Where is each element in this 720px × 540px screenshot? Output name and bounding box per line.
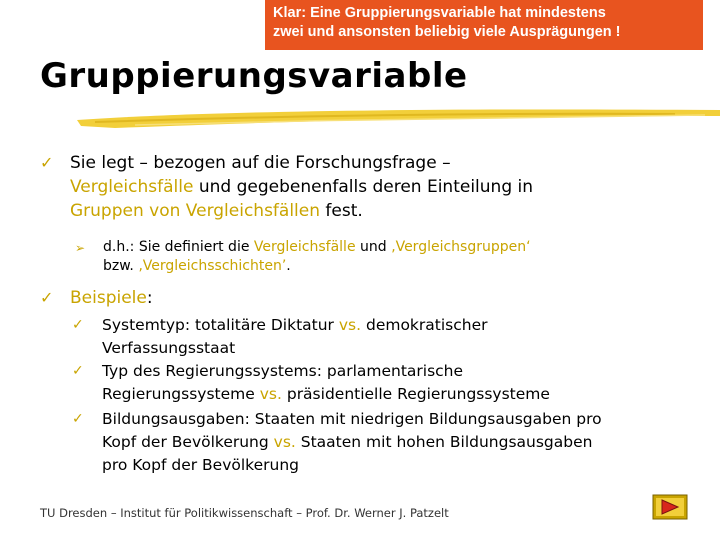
example-2-text xyxy=(102,360,550,406)
sub-bullet-1-line-2 xyxy=(103,257,531,276)
bullet-2-accent: Beispiele xyxy=(70,288,147,308)
bullet-1-line-3 xyxy=(70,199,533,223)
example-3-line-2 xyxy=(102,431,602,454)
sub-bullet-1-pre: d.h.: Sie definiert die xyxy=(103,239,254,255)
sub-bullet-1-accent-1: Vergleichsfälle xyxy=(253,239,356,255)
title-brush-stroke xyxy=(75,104,720,130)
arrowhead-icon: ➢ xyxy=(75,241,86,255)
sub-bullet-1 xyxy=(75,238,531,276)
example-3-text xyxy=(102,408,602,477)
checkmark-icon: ✓ xyxy=(72,363,84,379)
example-2 xyxy=(72,360,550,406)
callout-box xyxy=(265,0,703,50)
bullet-1-rest-1: und gegebenenfalls deren Einteilung in xyxy=(193,177,534,197)
example-3-post: Staaten mit hohen Bildungsausgaben xyxy=(295,433,593,451)
example-2-vs: vs. xyxy=(259,385,282,403)
bullet-1-rest-2: fest. xyxy=(320,201,363,221)
example-2-line-2 xyxy=(102,383,550,406)
example-3-line-1: Bildungsausgaben: Staaten mit niedrigen Bildungsausgaben pro xyxy=(102,410,602,428)
sub-bullet-1-accent-2: ‚Vergleichsgruppen‘ xyxy=(391,239,531,255)
example-3-pre: Kopf der Bevölkerung xyxy=(102,433,274,451)
bullet-1-accent-2: Gruppen von Vergleichsfällen xyxy=(70,201,321,221)
slide-title: Gruppierungsvariable xyxy=(40,56,468,96)
sub-bullet-1-line-1 xyxy=(103,238,531,257)
checkmark-icon: ✓ xyxy=(72,411,84,427)
example-1-line-1 xyxy=(102,314,488,337)
bullet-2 xyxy=(40,286,153,310)
checkmark-icon: ✓ xyxy=(72,317,84,333)
bullet-1-line-1: Sie legt – bezogen auf die Forschungsfrage – xyxy=(70,153,451,173)
example-1-post: demokratischer xyxy=(361,316,488,334)
example-1-pre: Systemtyp: totalitäre Diktatur xyxy=(102,316,339,334)
sub-bullet-1-text xyxy=(103,238,531,276)
example-1-vs: vs. xyxy=(338,316,362,334)
example-2-post: präsidentielle Regierungssysteme xyxy=(281,385,550,403)
callout-line-2: zwei und ansonsten beliebig viele Ausprägungen ! xyxy=(273,24,621,40)
checkmark-icon: ✓ xyxy=(40,288,54,307)
sub-bullet-1-line2-post: . xyxy=(286,258,291,274)
example-1-text xyxy=(102,314,488,360)
bullet-1 xyxy=(40,151,533,223)
bullet-2-rest: : xyxy=(146,288,153,308)
bullet-1-line-2 xyxy=(70,175,533,199)
example-3-line-3: pro Kopf der Bevölkerung xyxy=(102,456,300,474)
example-3 xyxy=(72,408,602,477)
bullet-1-accent-1: Vergleichsfälle xyxy=(70,177,194,197)
example-2-line-1: Typ des Regierungssystems: parlamentarische xyxy=(102,362,464,380)
example-2-pre: Regierungssysteme xyxy=(102,385,260,403)
sub-bullet-1-accent-3: ‚Vergleichsschichten’ xyxy=(138,258,287,274)
example-3-vs: vs. xyxy=(273,433,296,451)
sub-bullet-1-line2-pre: bzw. xyxy=(103,258,139,274)
example-1 xyxy=(72,314,488,360)
callout-line-1: Klar: Eine Gruppierungsvariable hat mindestens xyxy=(273,5,606,21)
bullet-2-text xyxy=(70,286,153,310)
bullet-1-text xyxy=(70,151,533,223)
checkmark-icon: ✓ xyxy=(40,153,54,172)
navigation-arrow-icon[interactable] xyxy=(652,494,688,520)
footer-text: TU Dresden – Institut für Politikwissenschaft – Prof. Dr. Werner J. Patzelt xyxy=(40,506,449,520)
example-1-line-2: Verfassungsstaat xyxy=(102,339,236,357)
sub-bullet-1-mid: und xyxy=(355,239,392,255)
